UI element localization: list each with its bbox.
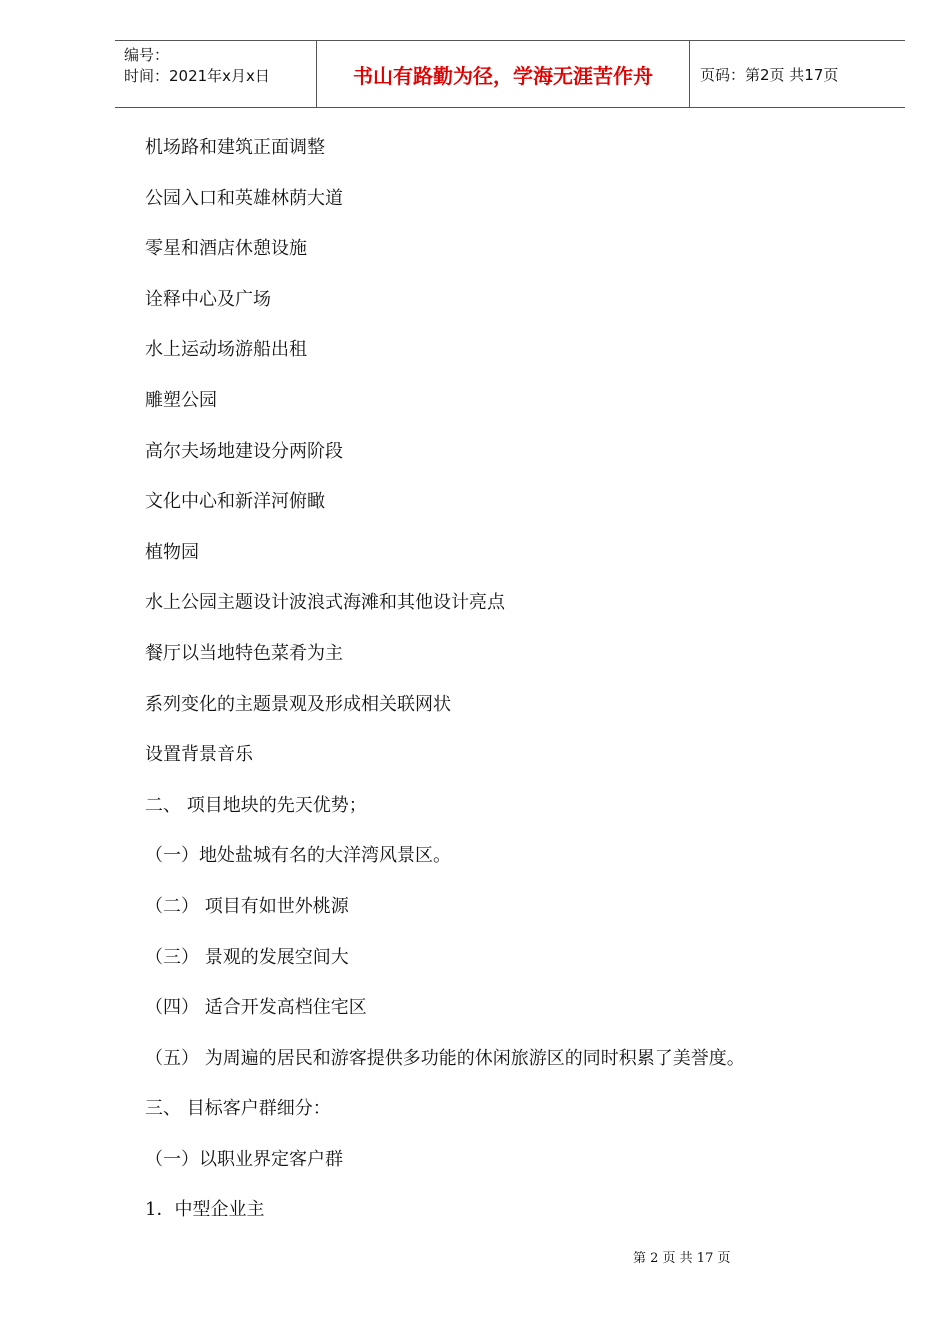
body-line: 文化中心和新洋河俯瞰 (145, 491, 325, 513)
list-item: （三） 景观的发展空间大 (145, 946, 349, 968)
document-body (145, 135, 865, 1248)
list-item: （一）以职业界定客户群 (145, 1148, 343, 1170)
body-line: 雕塑公园 (145, 389, 217, 411)
page-header (115, 40, 905, 108)
list-item: 1．中型企业主 (145, 1199, 265, 1221)
list-item: （四） 适合开发高档住宅区 (145, 997, 367, 1019)
document-time-label: 时间：2021年x月x日 (124, 67, 270, 85)
page-footer: 第 2 页 共 17 页 (633, 1251, 731, 1266)
body-line: 诠释中心及广场 (145, 288, 271, 310)
list-item: （一）地处盐城有名的大洋湾风景区。 (145, 845, 451, 867)
body-line: 水上运动场游船出租 (145, 339, 307, 361)
body-line: 高尔夫场地建设分两阶段 (145, 440, 343, 462)
section-heading: 三、 目标客户群细分： (145, 1098, 331, 1120)
body-line: 植物园 (145, 541, 199, 563)
section-heading: 二、 项目地块的先天优势； (145, 794, 367, 816)
body-line: 系列变化的主题景观及形成相关联网状 (145, 693, 451, 715)
body-line: 机场路和建筑正面调整 (145, 137, 325, 158)
list-item: （二） 项目有如世外桃源 (145, 895, 349, 917)
body-line: 公园入口和英雄林荫大道 (145, 187, 343, 209)
body-line: 设置背景音乐 (145, 744, 253, 766)
body-line: 零星和酒店休憩设施 (145, 238, 307, 260)
header-motto: 书山有路勤为径，学海无涯苦作舟 (316, 41, 690, 107)
body-line: 餐厅以当地特色菜肴为主 (145, 642, 343, 664)
header-meta (115, 41, 316, 107)
header-page-info: 页码：第2页 共17页 (700, 65, 839, 84)
list-item: （五） 为周遍的居民和游客提供多功能的休闲旅游区的同时积累了美誉度。 (145, 1047, 745, 1069)
document-id-label: 编号： (124, 46, 170, 64)
body-line: 水上公园主题设计波浪式海滩和其他设计亮点 (145, 592, 505, 614)
